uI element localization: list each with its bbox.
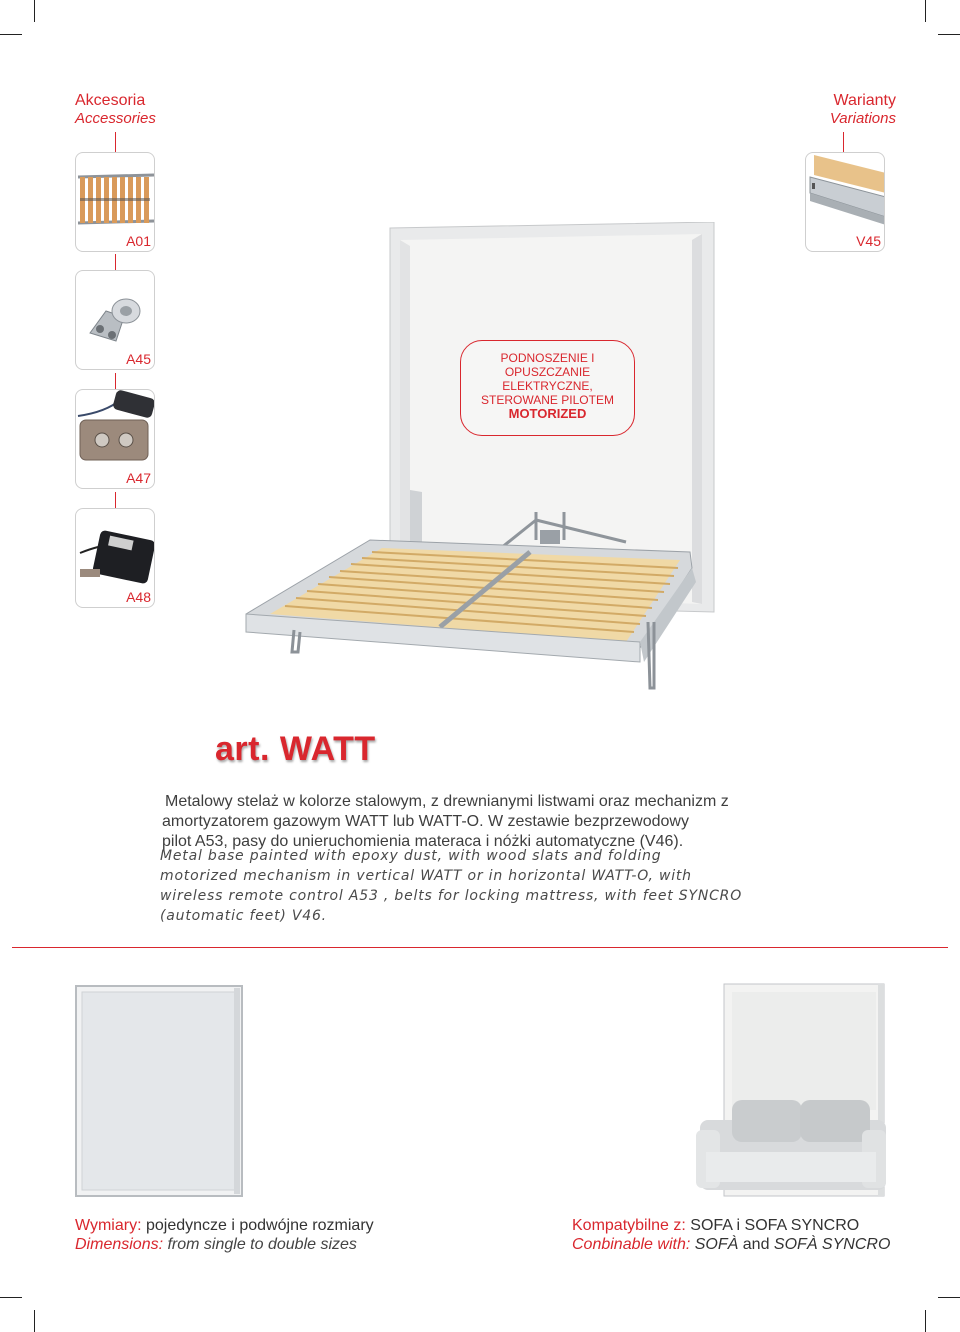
accessory-card-a45[interactable] bbox=[75, 270, 155, 370]
accessory-divider bbox=[115, 132, 116, 152]
dimensions-block bbox=[75, 1216, 374, 1254]
badge-line: MOTORIZED bbox=[508, 406, 587, 421]
compatibility-sofa-syncro: SOFÀ SYNCRO bbox=[773, 1236, 891, 1253]
badge-line: STEROWANE PILOTEM bbox=[481, 393, 614, 407]
dimensions-label-en: Dimensions: bbox=[75, 1236, 164, 1253]
crop-mark bbox=[938, 1297, 960, 1298]
badge-line: OPUSZCZANIE bbox=[504, 365, 591, 379]
variations-title-pl: Warianty bbox=[833, 92, 896, 109]
accessory-code: A48 bbox=[126, 589, 151, 605]
accessory-code: A47 bbox=[126, 470, 151, 486]
description-en-line: motorized mechanism in vertical WATT or in horizontal WATT-O, with bbox=[160, 868, 692, 884]
compatibility-block bbox=[572, 1216, 890, 1254]
accessories-header bbox=[75, 92, 156, 127]
crop-mark bbox=[925, 0, 926, 22]
crop-mark bbox=[0, 34, 22, 35]
crop-mark bbox=[34, 1310, 35, 1332]
crop-mark bbox=[925, 1310, 926, 1332]
variations-title-en: Variations bbox=[829, 110, 896, 127]
product-title: art. WATT bbox=[215, 730, 376, 768]
accessory-divider bbox=[115, 492, 116, 508]
compatibility-and: and bbox=[742, 1236, 770, 1253]
accessory-card-a48[interactable] bbox=[75, 508, 155, 608]
variation-divider bbox=[843, 132, 844, 152]
badge-line: ELEKTRYCZNE, bbox=[502, 379, 593, 393]
description-pl bbox=[162, 792, 802, 852]
description-en bbox=[160, 846, 800, 926]
crop-mark bbox=[34, 0, 35, 22]
dimensions-text-pl: pojedyncze i podwójne rozmiary bbox=[145, 1217, 374, 1234]
accessory-code: A01 bbox=[126, 233, 151, 249]
crop-mark bbox=[938, 34, 960, 35]
dimensions-text-en: from single to double sizes bbox=[167, 1236, 357, 1253]
accessory-divider bbox=[115, 254, 116, 270]
badge-line: PODNOSZENIE I bbox=[500, 351, 595, 365]
sofa-cabinet-photo bbox=[692, 982, 892, 1197]
accessories-title-pl: Akcesoria bbox=[75, 92, 146, 109]
description-pl-line: amortyzatorem gazowym WATT lub WATT-O. W zestawie bezprzewodowy bbox=[162, 813, 689, 830]
compatibility-text-pl: SOFA i SOFA SYNCRO bbox=[690, 1217, 860, 1234]
dimensions-label-pl: Wymiary: bbox=[75, 1217, 142, 1234]
variations-header bbox=[830, 92, 896, 127]
accessory-divider bbox=[115, 373, 116, 389]
closed-cabinet-photo bbox=[74, 984, 244, 1199]
accessory-card-a01[interactable] bbox=[75, 152, 155, 252]
variation-code: V45 bbox=[856, 233, 881, 249]
compatibility-label-pl: Kompatybilne z: bbox=[572, 1217, 686, 1234]
description-pl-line: Metalowy stelaż w kolorze stalowym, z drewnianymi listwami oraz mechanizm z bbox=[165, 793, 729, 810]
description-en-line: (automatic feet) V46. bbox=[160, 908, 327, 924]
compatibility-sofa: SOFÀ bbox=[694, 1236, 739, 1253]
accessories-title-en: Accessories bbox=[75, 110, 156, 127]
motorized-badge bbox=[460, 340, 635, 436]
product-photo bbox=[240, 222, 720, 694]
variation-card-v45[interactable] bbox=[805, 152, 885, 252]
section-divider bbox=[12, 947, 948, 948]
description-en-line: wireless remote control A53 , belts for locking mattress, with feet SYNCRO bbox=[160, 888, 743, 904]
compatibility-label-en: Conbinable with: bbox=[572, 1236, 691, 1253]
description-pl-line: pilot A53, pasy do unieruchomienia materaca i nóżki automatyczne (V46). bbox=[162, 833, 684, 850]
accessory-card-a47[interactable] bbox=[75, 389, 155, 489]
accessory-code: A45 bbox=[126, 351, 151, 367]
description-en-line: Metal base painted with epoxy dust, with wood slats and folding bbox=[160, 848, 662, 864]
crop-mark bbox=[0, 1297, 22, 1298]
